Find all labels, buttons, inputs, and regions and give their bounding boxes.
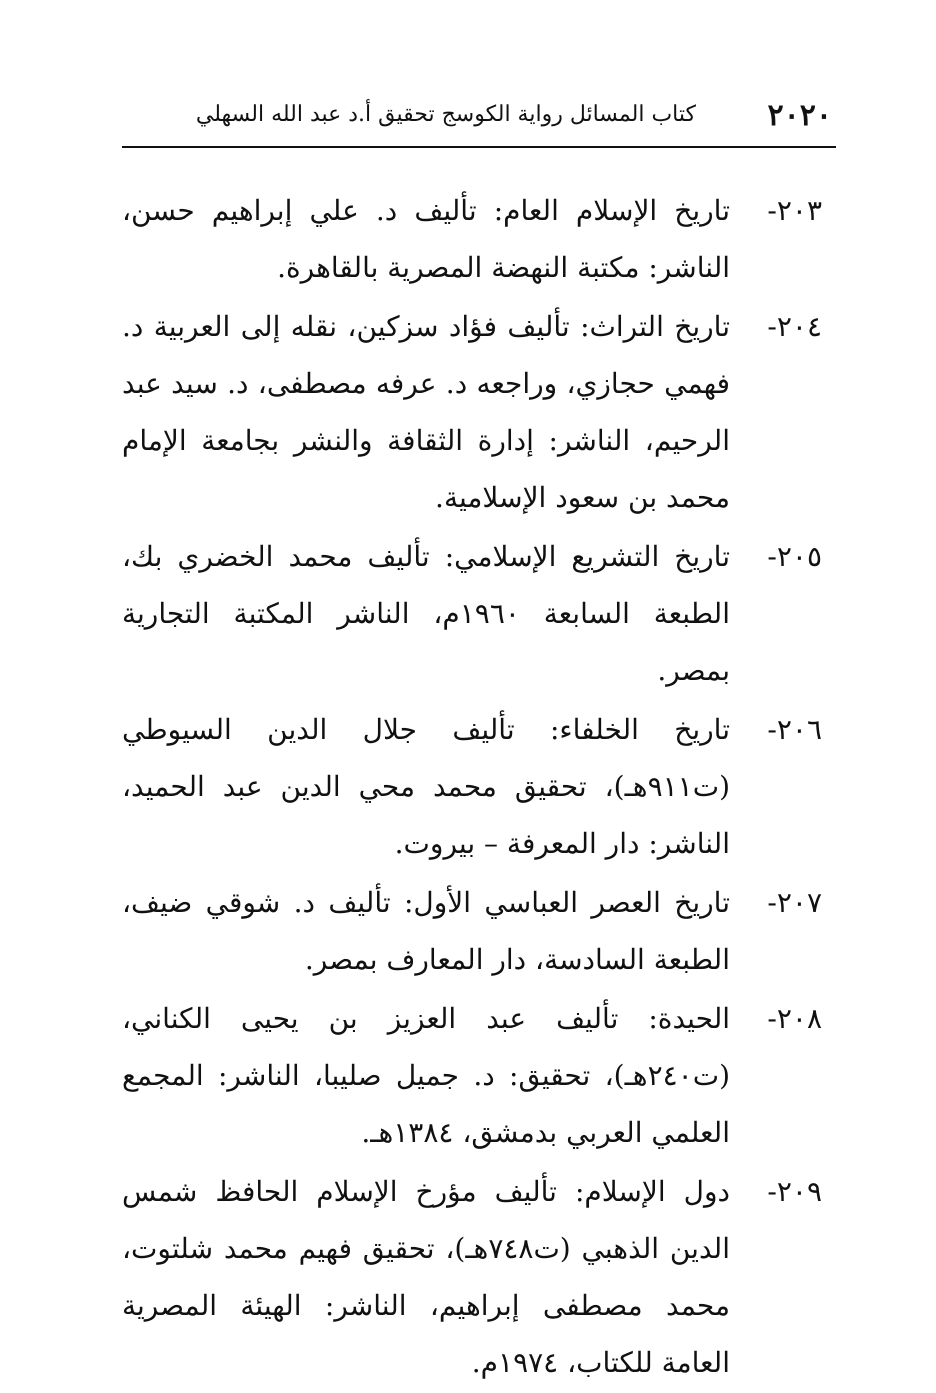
- bibliography-entry: [122, 701, 822, 872]
- bibliography-entry: [122, 990, 822, 1161]
- entry-number: ٢٠٧-: [767, 886, 822, 919]
- entry-number: ٢٠٣-: [767, 194, 822, 227]
- running-title: كتاب المسائل رواية الكوسج تحقيق أ.د عبد الله السهلي: [195, 102, 696, 127]
- entry-text: تاريخ الخلفاء: تأليف جلال الدين السيوطي (ت٩١١هـ)، تحقيق محمد محي الدين عبد الحميد، الناشر: دار المعرفة – بيروت.: [122, 713, 730, 860]
- bibliography-entry: [122, 182, 822, 296]
- entry-text: دول الإسلام: تأليف مؤرخ الإسلام الحافظ شمس الدين الذهبي (ت٧٤٨هـ)، تحقيق فهيم محمد شلتوت، محمد مصطفى إبراهيم، الناشر: الهيئة المصرية العامة للكتاب، ١٩٧٤م.: [122, 1175, 730, 1379]
- entry-text: تاريخ التشريع الإسلامي: تأليف محمد الخضري بك، الطبعة السابعة ١٩٦٠م، الناشر المكتبة التجارية بمصر.: [122, 540, 730, 687]
- entry-number: ٢٠٦-: [767, 713, 822, 746]
- bibliography-entry: [122, 528, 822, 699]
- entry-text: تاريخ الإسلام العام: تأليف د. علي إبراهيم حسن، الناشر: مكتبة النهضة المصرية بالقاهرة.: [122, 194, 730, 284]
- entry-number: ٢٠٩-: [767, 1175, 822, 1208]
- bibliography-list: [122, 182, 822, 1393]
- bibliography-entry: [122, 874, 822, 988]
- entry-number: ٢٠٨-: [767, 1002, 822, 1035]
- entry-text: الحيدة: تأليف عبد العزيز بن يحيى الكناني، (ت٢٤٠هـ)، تحقيق: د. جميل صليبا، الناشر: المجمع العلمي العربي بدمشق، ١٣٨٤هـ.: [122, 1002, 730, 1149]
- bibliography-entry: [122, 1163, 822, 1391]
- entry-text: تاريخ العصر العباسي الأول: تأليف د. شوقي ضيف، الطبعة السادسة، دار المعارف بمصر.: [122, 886, 730, 976]
- entry-number: ٢٠٥-: [767, 540, 822, 573]
- page-header: [122, 86, 836, 148]
- entry-number: ٢٠٤-: [767, 310, 822, 343]
- entry-text: تاريخ التراث: تأليف فؤاد سزكين، نقله إلى العربية د. فهمي حجازي، وراجعه د. عرفه مصطفى، د. سيد عبد الرحيم، الناشر: إدارة الثقافة والنشر بجامعة الإمام محمد بن سعود الإسلامية.: [122, 310, 730, 514]
- page-number: ٢٠٢٠: [767, 98, 832, 133]
- bibliography-entry: [122, 298, 822, 526]
